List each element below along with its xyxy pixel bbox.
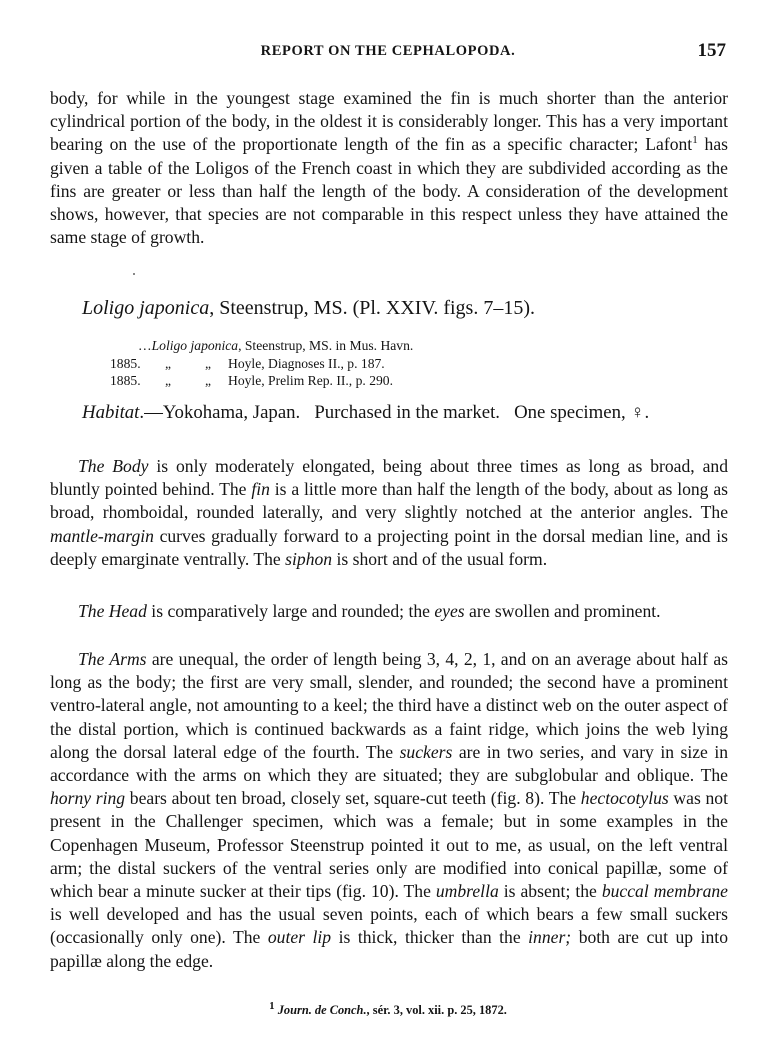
- synonymy-row: [110, 337, 558, 355]
- species-authority: , Steenstrup, MS. (Pl. XXIV. figs. 7–15).: [209, 297, 535, 319]
- synonymy-ref: Hoyle, Prelim Rep. II., p. 290.: [228, 373, 393, 389]
- footnote-journal: Journ. de Conch.: [277, 1003, 367, 1017]
- footnote-text: , sér. 3, vol. xii. p. 25, 1872.: [366, 1003, 507, 1017]
- ditto-mark: „: [204, 373, 212, 389]
- page-number: 157: [697, 40, 726, 61]
- ditto-mark: „: [164, 373, 172, 389]
- term-outer-lip: outer lip: [267, 927, 332, 948]
- footnote-marker: 1: [269, 999, 275, 1012]
- term-buccal-membrane: buccal membrane: [601, 881, 728, 902]
- term-horny-ring: horny ring: [50, 788, 126, 809]
- running-title: REPORT ON THE CEPHALOPODA.: [260, 43, 516, 59]
- synonymy-leader: …: [138, 338, 152, 353]
- body-text: is a little more than half the length of the body, about as long as broad, rhomboidal, rounded laterally, and very slightly notched at the anterior angles. The: [50, 479, 728, 523]
- term-umbrella: umbrella: [435, 881, 499, 902]
- footnote: [0, 999, 776, 1018]
- footnote-reference: 1: [692, 134, 698, 147]
- species-heading: [82, 297, 535, 320]
- arms-text: is well developed and has the usual seven points, each of which bears a few small suckers (occasionally only one). The: [50, 904, 728, 948]
- term-siphon: siphon: [285, 548, 333, 569]
- body-lead: The Body: [78, 456, 149, 476]
- arms-text: both are cut up into papillæ along the edge.: [50, 927, 728, 971]
- synonymy-year: 1885.: [110, 355, 141, 371]
- synonymy-row: [110, 372, 558, 390]
- arms-text: bears about ten broad, closely set, square-cut teeth (fig. 8). The: [125, 788, 581, 809]
- species-name: Loligo japonica: [82, 297, 210, 319]
- arms-text: is thick, thicker than the: [331, 927, 529, 948]
- term-mantle-margin: mantle-margin: [50, 525, 154, 546]
- speck: [133, 273, 135, 275]
- term-inner: inner;: [528, 927, 572, 948]
- body-text: is short and of the usual form.: [332, 548, 548, 569]
- head-text: is comparatively large and rounded; the: [146, 601, 435, 621]
- arms-paragraph: [50, 648, 728, 973]
- arms-text: are in two series, and vary in size in accordance with the arms on which they are situated; they are subglobular and oblique. The: [50, 741, 728, 786]
- head-paragraph: [50, 600, 728, 623]
- intro-text-2: has given a table of the Loligos of the French coast in which they are subdivided according as the fins are greater or less than half the length of the body. A consideration of the development shows, however, that species are not comparable in this respect unless they have attained the same stage of growth.: [50, 134, 728, 248]
- intro-paragraph: [50, 87, 728, 249]
- body-paragraph: [50, 455, 728, 571]
- synonymy-name: Loligo japonica: [151, 338, 239, 353]
- habitat-label: Habitat: [82, 402, 140, 423]
- arms-text: was not present in the Challenger specimen, which was a female; but in some examples in the Copenhagen Museum, Professor Steenstrup pointed it out to me, as usual, on the left ventral arm; the distal suckers of the ventral series only are modified into conical papillæ, some of which bear a minute sucker at their tips (fig. 10). The: [50, 788, 728, 902]
- term-fin: fin: [251, 479, 270, 500]
- page-header: [0, 40, 776, 67]
- habitat-text: .—Yokohama, Japan. Purchased in the market. One specimen, ♀.: [139, 402, 650, 423]
- arms-lead: The Arms: [78, 649, 147, 669]
- term-suckers: suckers: [399, 741, 453, 762]
- term-hectocotylus: hectocotylus: [580, 788, 669, 809]
- synonymy-ref: , Steenstrup, MS. in Mus. Havn.: [238, 338, 414, 353]
- ditto-mark: „: [164, 355, 172, 371]
- synonymy-ref: Hoyle, Diagnoses II., p. 187.: [228, 355, 385, 371]
- head-text: are swollen and prominent.: [464, 601, 661, 621]
- head-lead: The Head: [78, 601, 147, 621]
- synonymy-year: 1885.: [110, 373, 141, 389]
- habitat-line: [82, 402, 649, 424]
- arms-text: are unequal, the order of length being 3, 4, 2, 1, and on an average about half as long as the body; the first are very small, slender, and rounded; the second have a prominent ventro-lateral angle, not amounting to a keel; the third have a distinct web on the outer aspect of the distal portion, which is continued backwards as a faint ridge, which joins the web lying along the dorsal lateral edge of the fourth. The: [50, 649, 728, 762]
- body-text: curves gradually forward to a projecting point in the dorsal median line, and is deeply emarginate ventrally. The: [50, 525, 728, 569]
- term-eyes: eyes: [434, 601, 465, 621]
- ditto-mark: „: [204, 355, 212, 371]
- intro-text-1: body, for while in the youngest stage examined the fin is much shorter than the anterior cylindrical portion of the body, in the oldest it is considerably longer. This has a very important bearing on the use of the proportionate length of the fin as a specific character; Lafont: [50, 88, 728, 155]
- arms-text: is absent; the: [498, 881, 602, 902]
- synonymy-row: [110, 355, 558, 373]
- body-text: is only moderately elongated, being about three times as long as broad, and bluntly pointed behind. The: [50, 456, 728, 500]
- synonymy-list: [110, 337, 558, 390]
